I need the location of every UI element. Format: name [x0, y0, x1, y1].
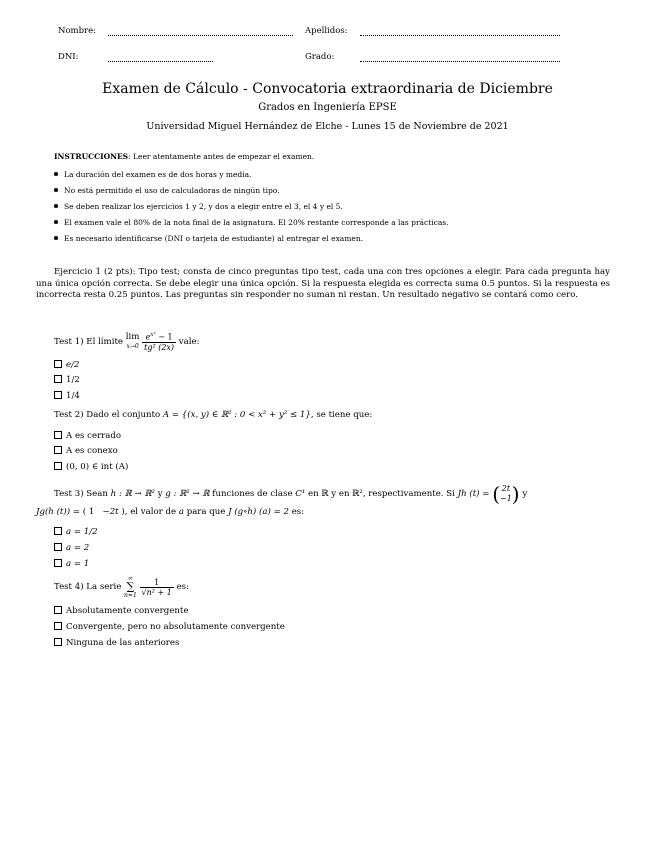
degree-line: Grados en Ingeniería EPSE	[258, 102, 397, 113]
instructions-label: INSTRUCCIONES	[54, 152, 129, 161]
test-4-option-a[interactable]: Absolutamente convergente	[54, 606, 188, 616]
bullet-icon	[54, 236, 58, 240]
instruction-item: El examen vale el 80% de la nota final de la asignatura. El 20% restante corresponde a las prácticas.	[54, 218, 449, 227]
university-line: Universidad Miguel Hernández de Elche - Lunes 15 de Noviembre de 2021	[146, 121, 509, 132]
test-4-question: Test 4) La serie ∞ ∑ n=1 $\frac{1}{\text{√n² + 1}}$ es:	[54, 575, 189, 599]
instruction-item: La duración del examen es de dos horas y media.	[54, 170, 252, 179]
limit-operator: lim x→0	[125, 332, 140, 350]
nombre-field[interactable]	[108, 35, 293, 36]
test-2-option-b[interactable]: A es conexo	[54, 446, 118, 456]
test-3-option-b[interactable]: a = 2	[54, 543, 89, 553]
checkbox[interactable]	[54, 559, 62, 567]
checkbox[interactable]	[54, 431, 62, 439]
series-fraction: $\frac{1}{\text{√n² + 1}}$	[141, 577, 172, 597]
exam-title: Examen de Cálculo - Convocatoria extraordinaria de Diciembre	[102, 81, 553, 97]
checkbox[interactable]	[54, 527, 62, 535]
test-1-question	[54, 327, 200, 357]
test-2-question: Test 2) Dado el conjunto A = {(x, y) ∈ ℝ² : 0 < x² + y² ≤ 1}, se tiene que:	[54, 410, 373, 420]
exercise-1-paragraph	[36, 267, 610, 302]
checkbox[interactable]	[54, 375, 62, 383]
set-definition: A = {(x, y) ∈ ℝ² : 0 < x² + y² ≤ 1}	[162, 410, 311, 420]
instructions-intro: : Leer atentamente antes de empezar el examen.	[128, 152, 315, 161]
checkbox[interactable]	[54, 391, 62, 399]
bullet-icon	[54, 220, 58, 224]
checkbox[interactable]	[54, 446, 62, 454]
dni-label: DNI:	[58, 52, 79, 62]
checkbox[interactable]	[54, 462, 62, 470]
test-1-prefix: Test 1) El límite	[54, 337, 123, 347]
grado-label: Grado:	[305, 52, 335, 62]
instruction-item: Es necesario identificarse (DNI o tarjeta de estudiante) al entregar el examen.	[54, 234, 363, 243]
nombre-label: Nombre:	[58, 26, 97, 36]
test-3-option-c[interactable]: a = 1	[54, 559, 89, 569]
checkbox[interactable]	[54, 543, 62, 551]
checkbox[interactable]	[54, 622, 62, 630]
checkbox[interactable]	[54, 606, 62, 614]
apellidos-label: Apellidos:	[305, 26, 348, 36]
checkbox[interactable]	[54, 638, 62, 646]
test-3-line-2: Jg(h (t)) = ( 1 −2t ), el valor de a para que J (g∘h) (a) = 2 es:	[36, 507, 305, 517]
test-2-option-c[interactable]: (0, 0) ∈ int (A)	[54, 462, 128, 472]
checkbox[interactable]	[54, 360, 62, 368]
test-3-line-1: Test 3) Sean h : ℝ → ℝ² y g : ℝ² → ℝ funciones de clase C¹ en ℝ y en ℝ² , respectivamente. Si Jh (t) = ( 2t −1 ) y	[54, 482, 528, 506]
instruction-item: Se deben realizar los ejercicios 1 y 2, y dos a elegir entre el 3, el 4 y el 5.	[54, 202, 343, 211]
test-1-option-a[interactable]: e/2	[54, 360, 79, 370]
jacobian-column: 2t −1	[500, 484, 512, 503]
grado-field[interactable]	[360, 61, 560, 62]
test-1-option-b[interactable]: 1/2	[54, 375, 80, 385]
test-1-option-c[interactable]: 1/4	[54, 391, 80, 401]
bullet-icon	[54, 204, 58, 208]
test-3-option-a[interactable]: a = 1/2	[54, 527, 98, 537]
test-4-option-c[interactable]: Ninguna de las anteriores	[54, 638, 179, 648]
instructions-header	[54, 152, 314, 161]
limit-fraction: $\frac{e^{x^2} - 1}{\text{tg² (2x)}}$	[144, 332, 175, 352]
instruction-item: No está permitido el uso de calculadoras de ningún tipo.	[54, 186, 280, 195]
apellidos-field[interactable]	[360, 35, 560, 36]
bullet-icon	[54, 188, 58, 192]
dni-field[interactable]	[108, 61, 213, 62]
bullet-icon	[54, 172, 58, 176]
sum-operator: ∞ ∑ n=1	[124, 575, 137, 599]
test-4-option-b[interactable]: Convergente, pero no absolutamente convergente	[54, 622, 285, 632]
test-1-suffix: vale:	[178, 337, 200, 347]
exercise-1-heading: Ejercicio 1 (2 pts):	[54, 267, 136, 277]
test-2-option-a[interactable]: A es cerrado	[54, 431, 121, 441]
exercise-1-text: Tipo test; consta de cinco preguntas tipo test, cada una con tres opciones a elegir. Para cada pregunta hay una única opción correcta. Se debe elegir una única opción. Si la respuesta elegida es correcta suma 0.5 puntos. Si la respuesta es incorrecta resta 0.25 puntos. Las preguntas sin responder no suman ni restan. Un resultado negativo se contará como cero.	[36, 267, 610, 300]
